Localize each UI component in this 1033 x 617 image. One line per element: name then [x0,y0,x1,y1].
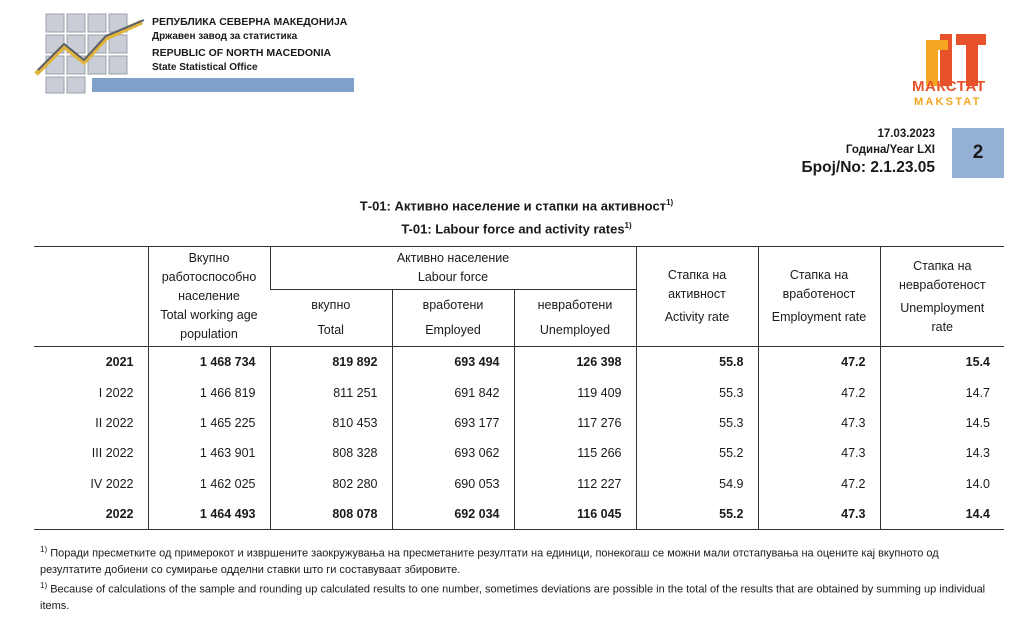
cell-working-age: 1 462 025 [148,469,270,499]
employment-rate-header-en: Employment rate [771,310,867,324]
header-blue-bar [92,78,354,92]
total-header-en: Total [317,323,344,337]
table-row [34,499,1004,530]
footnote-en-text: Because of calculations of the sample and rounding up calculated results to one number, sometimes deviations are possible in the total of the results that are obtained by summing up individual items. [40,583,986,613]
cell-working-age: 1 463 901 [148,438,270,468]
cell-activity-rate: 55.2 [636,499,758,530]
employed-header [392,290,514,347]
release-info [802,126,935,177]
title-en-text: T-01: Labour force and activity rates [401,221,625,237]
footnote-mk-mark: 1) [40,545,48,554]
cell-unemployed: 112 227 [514,469,636,499]
table-row [34,377,1004,407]
cell-total: 810 453 [270,408,392,438]
footnote-mk-text: Поради пресметките од примерокот и извршените заокружувања на пресметаните резултати на единици, понекогаш се можни мали отстапувања на оцените кај вкупното од резултатите добиени со сумирање одделни ставки што ги составуваат збировите. [40,547,939,577]
cell-employed: 693 494 [392,347,514,378]
cell-unemployment-rate: 14.7 [880,377,1004,407]
cell-employment-rate: 47.2 [758,469,880,499]
period-header [34,247,148,347]
cell-working-age: 1 468 734 [148,347,270,378]
org-line-1: РЕПУБЛИКА СЕВЕРНА МАКЕДОНИЈА [152,16,348,28]
table-row [34,408,1004,438]
cell-unemployed: 115 266 [514,438,636,468]
page-number-badge: 2 [952,128,1004,178]
release-year: Година/Year LXI [845,144,935,156]
working-age-header [148,247,270,347]
cell-unemployment-rate: 14.0 [880,469,1004,499]
release-date: 17.03.2023 [877,128,935,140]
cell-unemployment-rate: 14.3 [880,438,1004,468]
unemployed-header-mk: невработени [537,298,613,312]
cell-total: 811 251 [270,377,392,407]
cell-unemployed: 126 398 [514,347,636,378]
release-number: Број/No: 2.1.23.05 [801,159,935,176]
title-mk-note: 1) [666,198,674,207]
table-row [34,469,1004,499]
cell-unemployed: 117 276 [514,408,636,438]
employment-rate-header [758,247,880,347]
cell-employment-rate: 47.3 [758,499,880,530]
cell-activity-rate: 55.2 [636,438,758,468]
employed-header-mk: вработени [422,298,484,312]
unemployment-rate-header-en: Unemployment rate [900,300,985,334]
unemployment-rate-header-mk: Стапка на невработеност [898,258,986,292]
cell-activity-rate: 55.3 [636,377,758,407]
cell-period: III 2022 [91,446,134,461]
total-header [270,290,392,347]
cell-total: 802 280 [270,469,392,499]
footnote-en [40,578,1000,615]
cell-activity-rate: 55.3 [636,408,758,438]
cell-employed: 693 062 [392,438,514,468]
labour-force-header-mk: Активно население [396,251,510,265]
labour-force-table [34,246,1004,530]
activity-rate-header-mk: Стапка на активност [667,268,727,301]
employed-header-en: Employed [425,323,481,337]
cell-activity-rate: 54.9 [636,469,758,499]
cell-unemployed: 119 409 [514,377,636,407]
org-line-4: State Statistical Office [152,61,258,73]
working-age-header-mk: Вкупно работоспособно население [161,251,257,303]
cell-unemployed: 116 045 [514,499,636,530]
cell-period: IV 2022 [90,476,134,491]
cell-employed: 690 053 [392,469,514,499]
unemployment-rate-header [880,247,1004,347]
table-row [34,347,1004,378]
working-age-header-en: Total working age population [160,308,258,341]
cell-working-age: 1 464 493 [148,499,270,530]
footnote-mk [40,542,1000,579]
cell-total: 819 892 [270,347,392,378]
employment-rate-header-mk: Стапка на вработеност [782,268,856,301]
cell-employed: 693 177 [392,408,514,438]
table-title-mk [0,198,1033,213]
cell-employment-rate: 47.2 [758,377,880,407]
table-row [34,438,1004,468]
cell-total: 808 078 [270,499,392,530]
cell-period: 2021 [105,355,134,370]
cell-period: II 2022 [95,415,134,430]
cell-period: 2022 [34,499,148,530]
labour-force-header-en: Labour force [417,270,489,284]
cell-employed: 692 034 [392,499,514,530]
org-line-2: Државен завод за статистика [152,30,298,42]
cell-activity-rate: 55.8 [636,347,758,378]
cell-total: 808 328 [270,438,392,468]
title-en-note: 1) [624,221,632,230]
cell-employment-rate: 47.3 [758,438,880,468]
organization-name [152,16,347,74]
brand-line-1: МАКСТАТ [912,78,986,95]
cell-working-age: 1 466 819 [148,377,270,407]
table-title-en [0,221,1033,236]
cell-unemployment-rate: 14.4 [880,499,1004,530]
cell-unemployment-rate: 14.5 [880,408,1004,438]
labour-force-header [270,247,636,290]
cell-employed: 691 842 [392,377,514,407]
total-header-mk: вкупно [311,298,351,312]
cell-employment-rate: 47.3 [758,408,880,438]
cell-working-age: 1 465 225 [148,408,270,438]
footnote-en-mark: 1) [40,581,48,590]
cell-employment-rate: 47.2 [758,347,880,378]
unemployed-header-en: Unemployed [539,323,611,337]
org-line-3: REPUBLIC OF NORTH MACEDONIA [152,47,332,59]
cell-period: I 2022 [98,385,134,400]
brand-line-2: MAKSTAT [914,96,982,108]
activity-rate-header [636,247,758,347]
unemployed-header [514,290,636,347]
cell-unemployment-rate: 15.4 [880,347,1004,378]
title-mk-text: Т-01: Активно население и стапки на активност [359,198,667,214]
activity-rate-header-en: Activity rate [664,310,730,324]
